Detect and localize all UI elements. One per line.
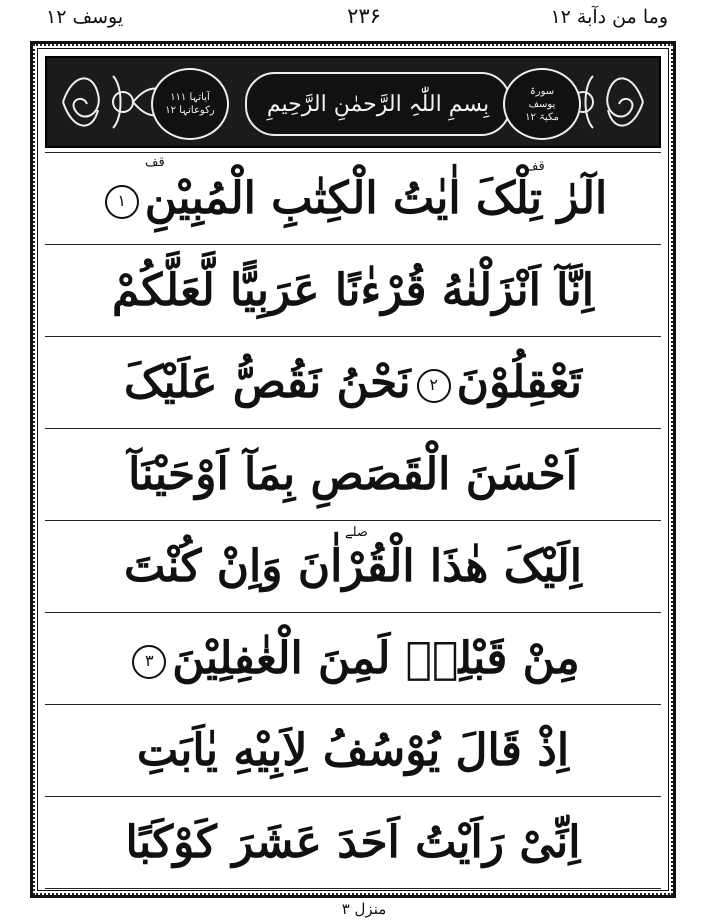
verse-text: اَحْسَنَ الْقَصَصِ بِمَآ اَوْحَیْنَآ [128, 449, 578, 500]
verse-text: اِذْ قَالَ یُوْسُفُ لِاَبِیْهِ یٰاَبَتِ [136, 725, 570, 776]
para-name-label: وما من دآبة ۱۲ [550, 6, 668, 28]
verse-line [45, 797, 661, 889]
manzil-footer: منزل ۳ [341, 900, 387, 918]
verse-line [45, 429, 661, 521]
verse-line [45, 705, 661, 797]
verse-text: الٓرٰ تِلْکَ اٰیٰتُ الْکِتٰبِ الْمُبِیْنِ۱ [99, 173, 608, 224]
bismillah-cartouche [245, 72, 511, 136]
verse-lines [45, 152, 661, 889]
waqf-mark: قف [525, 159, 545, 174]
surah-banner [45, 56, 661, 148]
waqf-mark: صلے [345, 525, 368, 540]
bismillah-text: بِسمِ اللّٰہِ الرَّحمٰنِ الرَّحِیمِ [266, 91, 490, 117]
ayah-number-marker: ۱ [105, 185, 139, 219]
verse-line [45, 152, 661, 245]
ruku-count-label: رکوعاتہا ۱۲ [165, 105, 215, 116]
page-header [0, 0, 728, 38]
verse-text: اِنِّیْ رَاَیْتُ اَحَدَ عَشَرَ کَوْکَبًا [125, 817, 581, 868]
surah-name-label: یوسف ۱۲ [46, 6, 124, 28]
ayah-number-marker: ۳ [132, 645, 166, 679]
surah-origin-label: مکیۃ ۱۲ [525, 111, 559, 123]
verse-line [45, 613, 661, 705]
verse-text: اِلَیْکَ هٰذَا الْقُرْاٰنَ وَاِنْ کُنْتَ [123, 541, 582, 592]
surah-title-label: یوسف [528, 98, 556, 110]
ayah-count-label: آیاتہا ۱۱۱ [170, 92, 210, 103]
verse-text: مِنْ قَبْلِهٖ لَمِنَ الْغٰفِلِیْنَ۳ [126, 633, 580, 684]
verse-line [45, 245, 661, 337]
verse-text: تَعْقِلُوْنَ۲نَحْنُ نَقُصُّ عَلَیْکَ [123, 357, 582, 408]
verse-line [45, 337, 661, 429]
waqf-mark: قف [145, 155, 165, 170]
verse-line [45, 521, 661, 613]
verse-text: اِنَّآ اَنْزَلْنٰهُ قُرْءٰنًا عَرَبِیًّا لَّعَلَّکُمْ [111, 265, 595, 316]
ayah-ruku-count-medallion [151, 68, 229, 140]
page-number: ۲۳۶ [347, 4, 381, 28]
surah-name-medallion [503, 68, 581, 140]
ayah-number-marker: ۲ [417, 369, 451, 403]
surah-word-label: سورۃ [529, 85, 555, 97]
